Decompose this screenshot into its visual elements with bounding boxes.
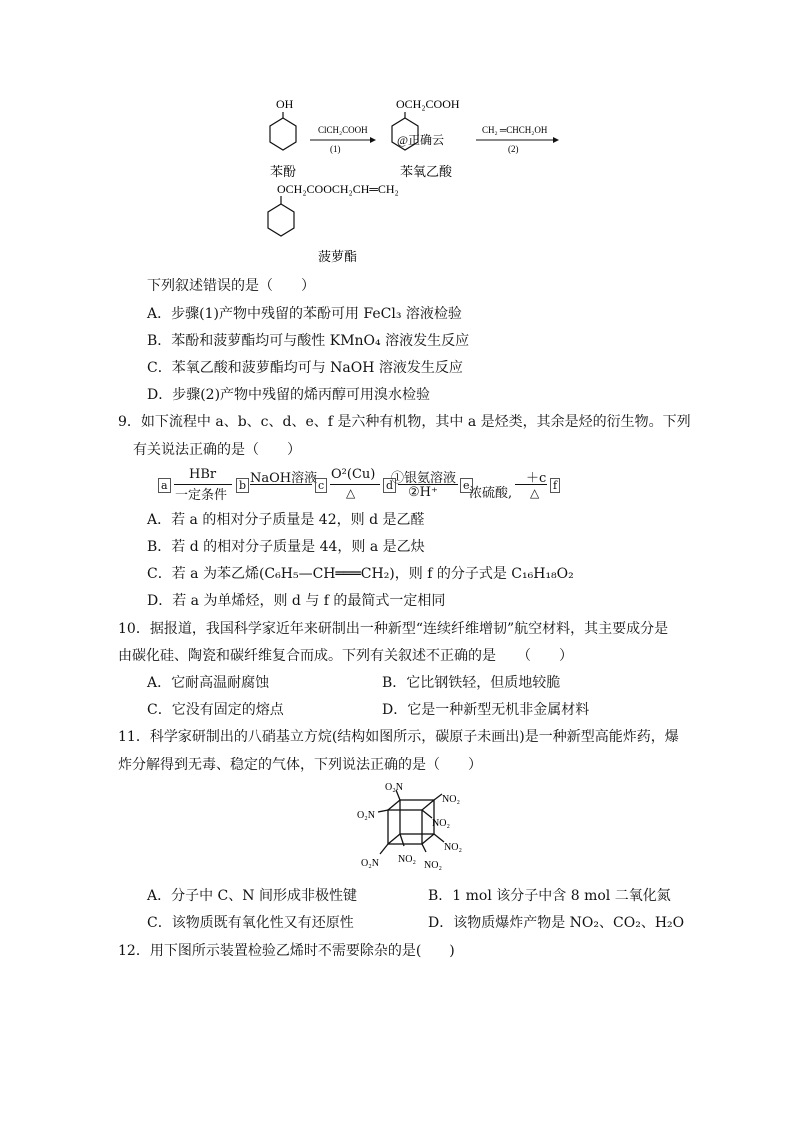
flow-step3-top: O²(Cu) [331,467,376,482]
product2-name: 菠萝酯 [318,249,358,264]
no2-label-bottom-left: O₂N [361,858,379,869]
flow-step4-top: ①银氨溶液 [391,471,457,486]
product1-ring-label: @正确云 [397,133,445,147]
no2-label-right: NO₂ [444,842,462,853]
flow-arrow-2 [250,484,312,485]
flow-step1-bottom: 一定条件 [175,488,228,503]
product2-group: OCH₂COOCH₂CH═CH₂ [277,182,399,196]
q8-option-c[interactable]: C．苯氧乙酸和菠萝酯均可与 NaOH 溶液发生反应 [147,360,463,376]
no2-label-bottom-right: NO₂ [424,860,442,871]
flow-step5-left: 浓硫酸, [469,486,513,501]
q9-stem-line2: 有关说法正确的是（ ） [133,442,301,458]
flow-node-b: b [236,478,249,493]
flow-node-c: c [315,478,327,493]
q10-option-d[interactable]: D．它是一种新型无机非金属材料 [382,702,590,718]
q8-option-b[interactable]: B．苯酚和菠萝酯均可与酸性 KMnO₄ 溶液发生反应 [147,333,470,349]
flow-step5-bottom: △ [530,486,540,500]
flow-arrow-5 [515,484,547,485]
flow-step2-top: NaOH溶液 [250,471,318,486]
no2-label-top-right: NO₂ [442,794,460,805]
q9-flowchart [0,462,794,502]
phenol-name: 苯酚 [270,164,297,179]
step1-reagent: ClCH₂COOH [318,125,368,135]
q11-stem-line2: 炸分解得到无毒、稳定的气体，下列说法正确的是（ ） [118,757,482,773]
q9-option-c[interactable]: C．若 a 为苯乙烯(C₆H₅—CH═══CH₂)，则 f 的分子式是 C₁₆H₁₈O₂ [147,566,574,582]
q9-option-d[interactable]: D．若 a 为单烯烃，则 d 与 f 的最简式一定相同 [147,593,446,609]
flow-node-a: a [158,478,171,493]
flow-node-f: f [550,478,560,493]
q9-option-b[interactable]: B．若 d 的相对分子质量是 44，则 a 是乙炔 [147,539,425,555]
flow-node-e: e [460,478,473,493]
q11-option-b[interactable]: B．1 mol 该分子中含 8 mol 二氧化氮 [428,888,671,904]
q9-stem-line1: 9．如下流程中 a、b、c、d、e、f 是六种有机物，其中 a 是烃类，其余是烃的衍生物。下列 [118,414,691,430]
q10-option-b[interactable]: B．它比钢铁轻，但质地较脆 [382,675,561,691]
flow-step4-bottom: ②H⁺ [408,485,438,500]
no2-label-mid-right: NO₂ [432,818,450,829]
product1-group: OCH₂COOH [396,97,460,111]
q8-option-a[interactable]: A．步骤(1)产物中残留的苯酚可用 FeCl₃ 溶液检验 [147,306,462,322]
flow-node-d: d [383,478,396,493]
no2-label-bottom-center: NO₂ [398,854,416,865]
no2-label-left: O₂N [357,810,375,821]
step1-label: (1) [330,144,341,154]
phenol-structure [270,112,296,150]
flow-arrow-3 [330,484,380,485]
q11-stem-line1: 11．科学家研制出的八硝基立方烷(结构如图所示，碳原子未画出)是一种新型高能炸药，爆 [118,729,679,745]
flow-step5-top: ＋c [526,471,547,486]
pineapple-ester-structure [268,196,294,236]
flow-step1-top: HBr [189,467,217,482]
q10-option-c[interactable]: C．它没有固定的熔点 [147,702,284,718]
step1-arrowhead [370,137,376,143]
q9-option-a[interactable]: A．若 a 的相对分子质量是 42，则 d 是乙醛 [147,512,425,528]
phenol-oh-label: OH [276,97,294,111]
q11-option-d[interactable]: D．该物质爆炸产物是 NO₂、CO₂、H₂O [428,915,685,931]
product1-name: 苯氧乙酸 [400,164,453,179]
q11-option-a[interactable]: A．分子中 C、N 间形成非极性键 [147,888,357,904]
step2-arrowhead [553,137,559,143]
no2-label-top: O₂N [385,782,403,793]
q8-stem: 下列叙述错误的是（ ） [147,278,315,294]
step2-label: (2) [508,144,519,154]
q11-option-c[interactable]: C．该物质既有氧化性又有还原性 [147,915,354,931]
q8-reaction-scheme [0,0,794,270]
q8-option-d[interactable]: D．步骤(2)产物中残留的烯丙醇可用溴水检验 [147,387,431,403]
q10-stem-line1: 10．据报道，我国科学家近年来研制出一种新型“连续纤维增韧”航空材料，其主要成分是 [118,621,669,637]
q12-stem: 12．用下图所示装置检验乙烯时不需要除杂的是( ) [118,943,455,959]
flow-step3-bottom: △ [346,486,356,500]
octanitrocubane-structure [0,780,794,880]
step2-reagent: CH₂ ═CHCH₂OH [482,125,548,135]
q10-stem-line2: 由碳化硅、陶瓷和碳纤维复合而成。下列有关叙述不正确的是 （ ） [118,648,573,664]
q10-option-a[interactable]: A．它耐高温耐腐蚀 [147,675,270,691]
